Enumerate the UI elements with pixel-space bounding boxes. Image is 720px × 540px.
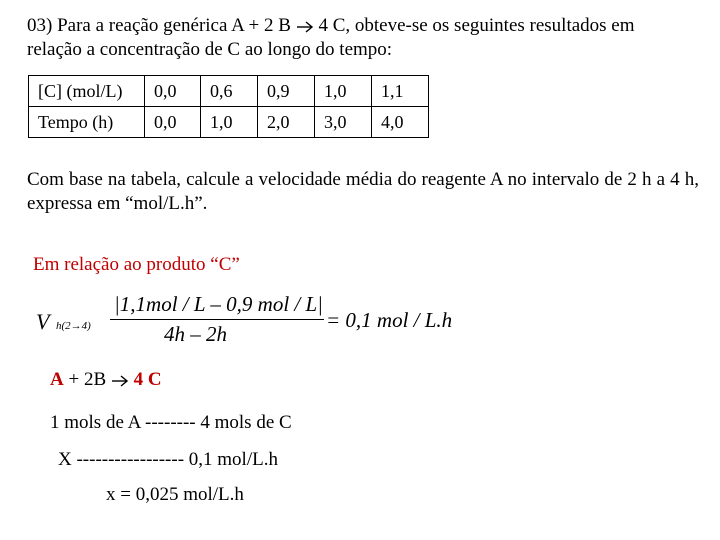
formula-subscript: h(2→4) [56, 320, 91, 332]
table-cell: 2,0 [258, 107, 315, 138]
reaction-equation [50, 369, 162, 391]
proportion-line-1: 1 mols de A -------- 4 mols de C [50, 412, 292, 433]
table-cell: 0,0 [145, 107, 201, 138]
table-cell: 1,1 [372, 76, 429, 107]
instruction-text: Com base na tabela, calcule a velocidade média do reagente A no intervalo de 2 h a 4 h, expressa em “mol/L.h”. [27, 169, 699, 214]
proportion-line-2: X ----------------- 0,1 mol/L.h [58, 449, 278, 470]
relation-heading: Em relação ao produto “C” [33, 254, 240, 275]
right-arrow-icon [111, 375, 129, 387]
question-line-2: relação a concentração de C ao longo do tempo: [27, 39, 393, 60]
table-cell: 0,6 [201, 76, 258, 107]
right-arrow-icon [296, 21, 314, 33]
question-text [27, 14, 707, 62]
formula-numerator: |1,1mol / L – 0,9 mol / L| [114, 292, 323, 316]
formula-denominator: 4h – 2h [164, 322, 227, 346]
question-line-1b: 4 C, obteve-se os seguintes resultados em [318, 15, 635, 36]
proportion-result: x = 0,025 mol/L.h [106, 484, 244, 505]
reactant-a: A [50, 369, 64, 390]
concentration-table [28, 75, 429, 138]
table-cell: 0,0 [145, 76, 201, 107]
table-row [29, 76, 429, 107]
question-line-1: 03) Para a reação genérica A + 2 B [27, 15, 291, 36]
table-cell: 0,9 [258, 76, 315, 107]
product-c: 4 C [133, 369, 162, 390]
velocity-formula [36, 290, 453, 350]
formula-v: V [36, 309, 50, 334]
reactant-b: + 2B [68, 369, 107, 390]
table-cell: 1,0 [201, 107, 258, 138]
fraction-bar [110, 319, 324, 320]
table-cell: 4,0 [372, 107, 429, 138]
table-cell: 1,0 [315, 76, 372, 107]
row-header: Tempo (h) [29, 107, 145, 138]
formula-result: = 0,1 mol / L.h [326, 308, 453, 332]
table-cell: 3,0 [315, 107, 372, 138]
row-header: [C] (mol/L) [29, 76, 145, 107]
table-row [29, 107, 429, 138]
